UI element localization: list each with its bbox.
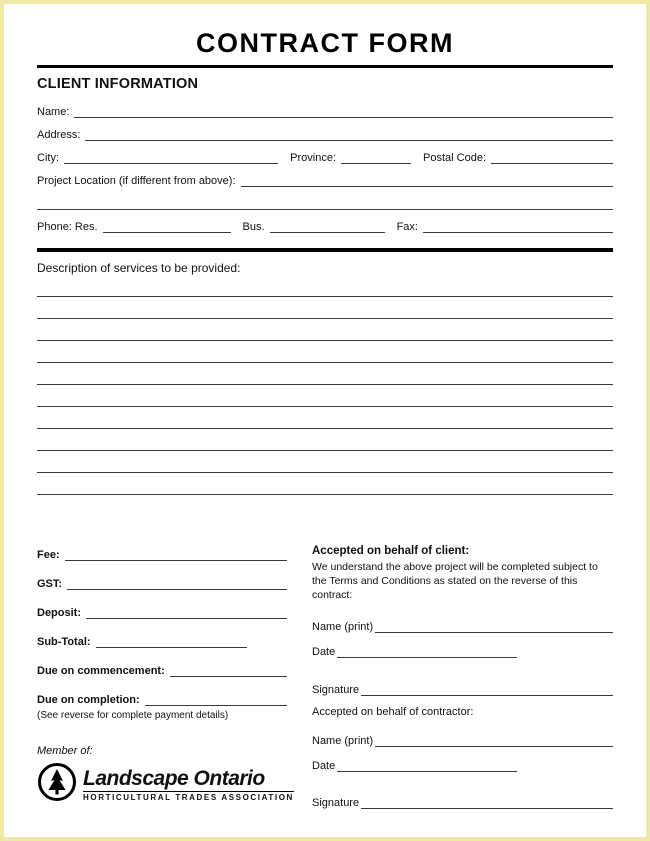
client-name-print-label: Name (print) <box>312 620 374 633</box>
contractor-signature-input-line[interactable] <box>361 795 613 809</box>
province-input-line[interactable] <box>341 150 411 164</box>
service-line[interactable] <box>37 407 613 429</box>
field-row-phone <box>37 217 613 233</box>
acceptance-column <box>312 545 613 809</box>
city-label: City: <box>37 152 59 164</box>
postal-code-input-line[interactable] <box>491 150 613 164</box>
payment-column <box>37 545 294 809</box>
reverse-details-note: (See reverse for complete payment details) <box>37 710 229 721</box>
phone-bus-label: Bus. <box>242 221 265 233</box>
address-input-line[interactable] <box>85 127 613 141</box>
phone-fax-input-line[interactable] <box>423 219 613 233</box>
contractor-name-print-row <box>312 731 613 747</box>
deposit-label: Deposit: <box>37 607 81 619</box>
logo-tagline: HORTICULTURAL TRADES ASSOCIATION <box>83 792 294 802</box>
service-line[interactable] <box>37 275 613 297</box>
field-row-gst <box>37 574 287 590</box>
field-row-due-completion <box>37 690 287 706</box>
services-description-area <box>37 275 613 495</box>
contractor-date-input-line[interactable] <box>337 758 517 772</box>
phone-res-input-line[interactable] <box>103 219 231 233</box>
tree-in-circle-icon <box>37 762 77 807</box>
title-divider <box>37 65 613 68</box>
logo-name: Landscape Ontario <box>83 766 265 790</box>
service-line[interactable] <box>37 451 613 473</box>
due-completion-label: Due on completion: <box>37 694 140 706</box>
service-line[interactable] <box>37 319 613 341</box>
name-input-line[interactable] <box>74 104 613 118</box>
client-date-input-line[interactable] <box>337 644 517 658</box>
field-row-fee <box>37 545 287 561</box>
phone-bus-input-line[interactable] <box>270 219 385 233</box>
due-commencement-input-line[interactable] <box>170 663 287 677</box>
field-row-project-location-continued <box>37 194 613 210</box>
project-location-label: Project Location (if different from above): <box>37 175 236 187</box>
deposit-input-line[interactable] <box>86 605 287 619</box>
contractor-signature-label: Signature <box>312 796 360 809</box>
gst-input-line[interactable] <box>67 576 287 590</box>
service-line[interactable] <box>37 363 613 385</box>
client-name-print-input-line[interactable] <box>375 619 613 633</box>
bottom-section <box>37 545 613 809</box>
client-date-row <box>312 642 613 658</box>
contractor-name-print-input-line[interactable] <box>375 733 613 747</box>
client-signature-row <box>312 680 613 696</box>
gst-label: GST: <box>37 578 63 590</box>
phone-res-label: Phone: Res. <box>37 221 98 233</box>
client-information-heading: CLIENT INFORMATION <box>37 76 199 92</box>
subtotal-input-line[interactable] <box>96 634 247 648</box>
section-divider <box>37 248 613 252</box>
fee-label: Fee: <box>37 549 60 561</box>
field-row-project-location <box>37 171 613 187</box>
subtotal-label: Sub-Total: <box>37 636 91 648</box>
accepted-client-heading: Accepted on behalf of client: <box>312 545 470 557</box>
client-date-label: Date <box>312 645 336 658</box>
page-title: CONTRACT FORM <box>196 28 454 58</box>
service-line[interactable] <box>37 297 613 319</box>
field-row-due-commencement <box>37 661 287 677</box>
member-of-label: Member of: <box>37 745 93 757</box>
logo-text <box>83 768 294 802</box>
client-name-print-row <box>312 617 613 633</box>
field-row-address <box>37 125 613 141</box>
city-input-line[interactable] <box>64 150 278 164</box>
postal-code-label: Postal Code: <box>423 152 486 164</box>
field-row-subtotal <box>37 632 287 648</box>
client-signature-label: Signature <box>312 683 360 696</box>
province-label: Province: <box>290 152 337 164</box>
field-row-city-province-postal <box>37 148 613 164</box>
contractor-name-print-label: Name (print) <box>312 734 374 747</box>
client-signature-input-line[interactable] <box>361 682 613 696</box>
accepted-contractor-heading: Accepted on behalf of contractor: <box>312 705 474 718</box>
service-line[interactable] <box>37 429 613 451</box>
phone-fax-label: Fax: <box>396 221 418 233</box>
service-line[interactable] <box>37 341 613 363</box>
landscape-ontario-logo <box>37 762 294 807</box>
services-description-label: Description of services to be provided: <box>37 261 241 275</box>
due-completion-input-line[interactable] <box>145 692 287 706</box>
service-line[interactable] <box>37 473 613 495</box>
contractor-signature-row <box>312 793 613 809</box>
client-terms-text: We understand the above project will be completed subject to the Terms and Conditions as stated on the reverse of this contract: <box>312 561 598 602</box>
service-line[interactable] <box>37 385 613 407</box>
field-row-name <box>37 102 613 118</box>
contractor-date-label: Date <box>312 759 336 772</box>
name-label: Name: <box>37 106 70 118</box>
project-location-continuation-line[interactable] <box>37 196 613 210</box>
project-location-input-line[interactable] <box>241 173 613 187</box>
contractor-date-row <box>312 756 613 772</box>
address-label: Address: <box>37 129 81 141</box>
due-commencement-label: Due on commencement: <box>37 665 165 677</box>
fee-input-line[interactable] <box>65 547 287 561</box>
field-row-deposit <box>37 603 287 619</box>
